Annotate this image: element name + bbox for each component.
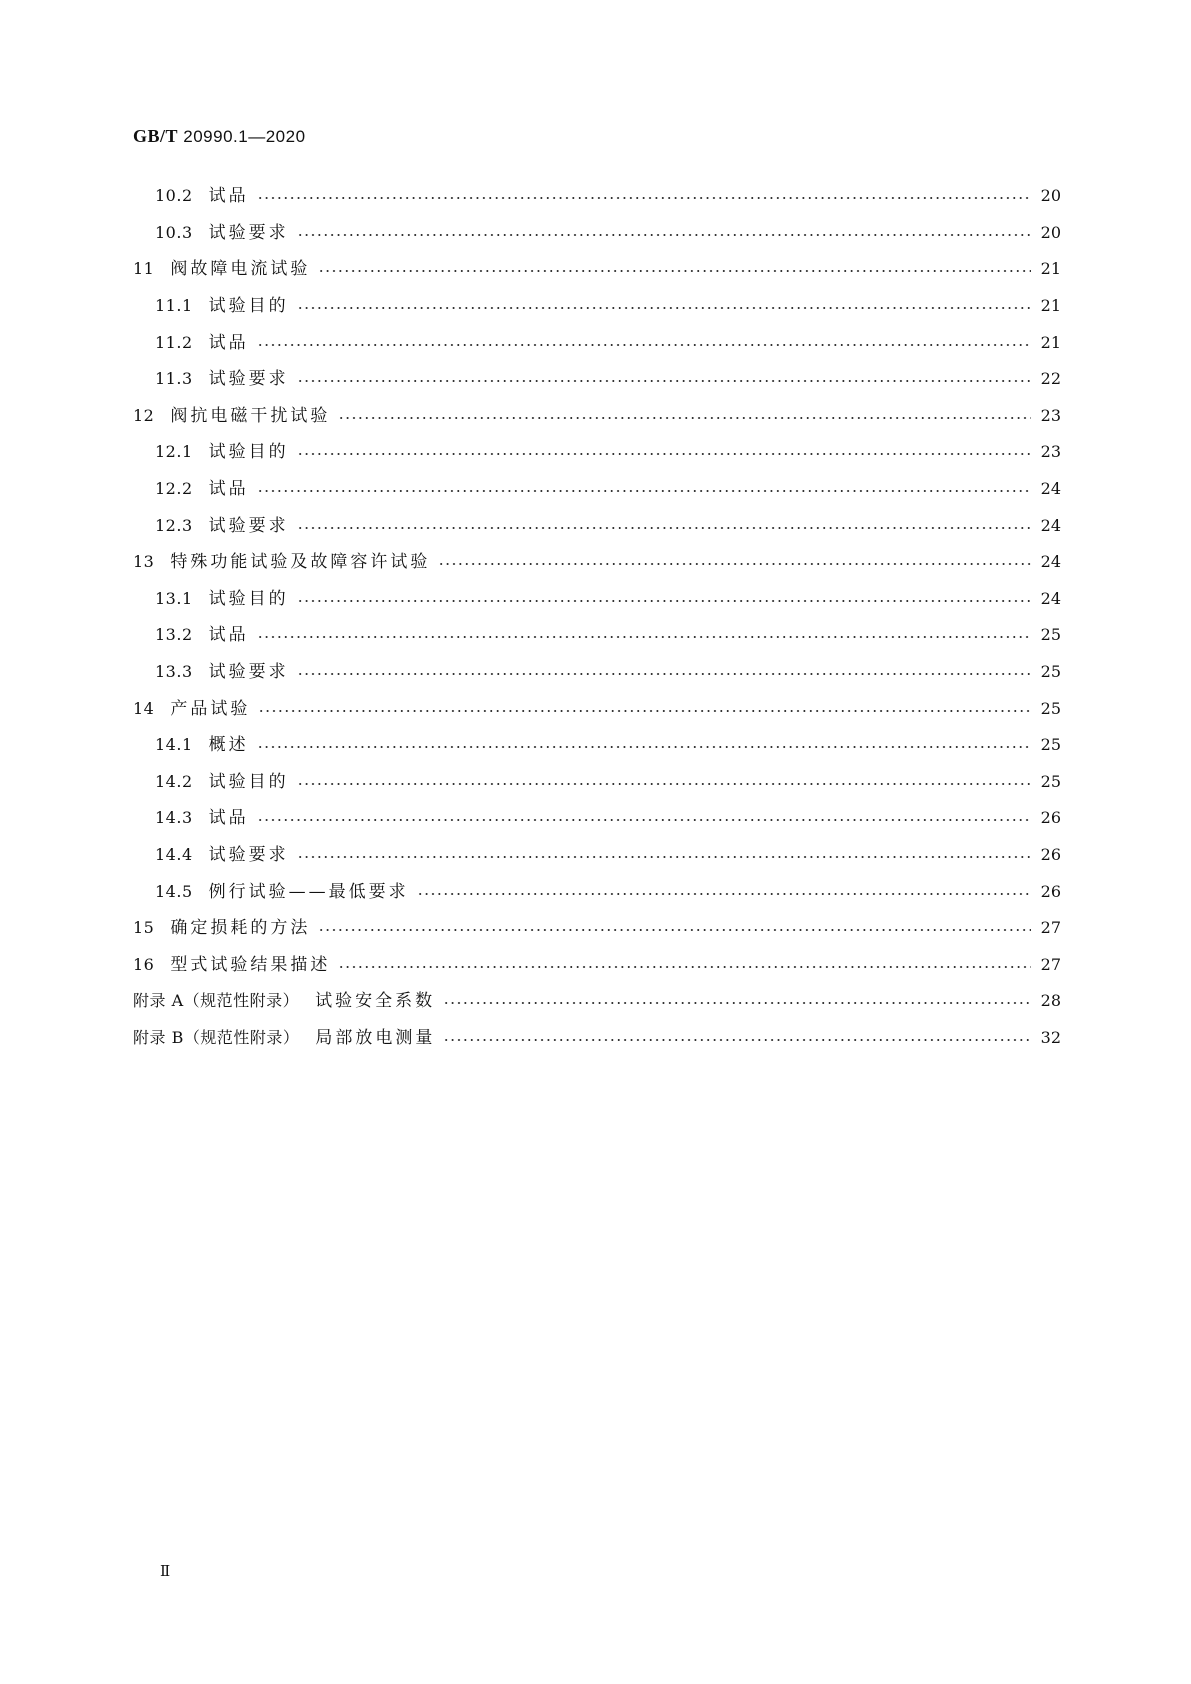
toc-dot-leader: [438, 563, 1031, 565]
toc-entry-number: 附录 A（规范性附录）: [133, 991, 300, 1011]
toc-dot-leader: [297, 783, 1031, 785]
toc-entry-number: 14.4: [155, 844, 193, 864]
toc-entry-title: 试品: [208, 625, 249, 646]
toc-entry-number: 11.2: [155, 332, 193, 352]
toc-entry-page: 25: [1040, 698, 1061, 718]
toc-entry-title: 试品: [208, 186, 249, 207]
toc-dot-leader: [297, 856, 1031, 858]
toc-entry[interactable]: [133, 837, 1061, 874]
toc-dot-leader: [297, 307, 1031, 309]
toc-entry-title: 试验要求: [208, 662, 289, 683]
toc-entry-page: 25: [1040, 625, 1061, 645]
toc-entry-title: 试验要求: [208, 222, 289, 243]
toc-entry-number: 11.3: [155, 369, 193, 389]
toc-entry[interactable]: [133, 581, 1061, 618]
toc-entry[interactable]: [133, 434, 1061, 471]
toc-entry[interactable]: [133, 1020, 1061, 1057]
toc-entry-page: 25: [1040, 662, 1061, 682]
toc-entry-page: 32: [1040, 1027, 1061, 1047]
page-number: Ⅱ: [160, 1562, 170, 1580]
toc-dot-leader: [257, 746, 1031, 748]
toc-entry[interactable]: [133, 800, 1061, 837]
toc-entry-page: 26: [1040, 881, 1061, 901]
toc-entry-page: 20: [1040, 186, 1061, 206]
toc-entry-page: 23: [1040, 405, 1061, 425]
toc-entry-page: 27: [1040, 918, 1061, 938]
toc-entry-number: 13.1: [155, 588, 193, 608]
toc-entry-number: 12.2: [155, 479, 193, 499]
toc-entry-number: 14.5: [155, 881, 193, 901]
toc-entry-page: 24: [1040, 552, 1061, 572]
toc-entry-number: 13.2: [155, 625, 193, 645]
toc-entry-number: 15: [133, 918, 155, 938]
toc-dot-leader: [318, 270, 1031, 272]
toc-entry-title: 确定损耗的方法: [170, 918, 311, 939]
toc-entry[interactable]: [133, 324, 1061, 361]
toc-entry-title: 试验要求: [208, 369, 289, 390]
toc-entry[interactable]: [133, 910, 1061, 947]
toc-entry-title: 阀故障电流试验: [170, 259, 311, 280]
toc-dot-leader: [318, 929, 1031, 931]
toc-entry-number: 14: [133, 698, 155, 718]
toc-entry-page: 28: [1040, 991, 1061, 1011]
toc-entry-number: 16: [133, 954, 155, 974]
toc-dot-leader: [297, 234, 1031, 236]
toc-entry[interactable]: [133, 690, 1061, 727]
toc-entry[interactable]: [133, 727, 1061, 764]
toc-entry-title: 试验目的: [208, 771, 289, 792]
toc-dot-leader: [257, 344, 1031, 346]
toc-entry-page: 21: [1040, 332, 1061, 352]
toc-entry[interactable]: [133, 288, 1061, 325]
toc-entry-number: 12: [133, 405, 155, 425]
toc-dot-leader: [257, 197, 1031, 199]
toc-entry-page: 26: [1040, 844, 1061, 864]
toc-dot-leader: [338, 417, 1031, 419]
toc-entry[interactable]: [133, 983, 1061, 1020]
toc-entry-title: 试品: [208, 332, 249, 353]
toc-dot-leader: [257, 490, 1031, 492]
toc-entry[interactable]: [133, 398, 1061, 435]
toc-entry[interactable]: [133, 764, 1061, 801]
table-of-contents: [133, 178, 1061, 1056]
toc-entry[interactable]: [133, 946, 1061, 983]
toc-dot-leader: [417, 893, 1031, 895]
toc-entry-number: 13.3: [155, 662, 193, 682]
standard-number: 20990.1—2020: [183, 127, 306, 146]
toc-entry-title: 试验目的: [208, 296, 289, 317]
toc-entry-title: 试验要求: [208, 844, 289, 865]
toc-entry-number: 附录 B（规范性附录）: [133, 1027, 300, 1047]
toc-entry-number: 13: [133, 552, 155, 572]
toc-dot-leader: [443, 1039, 1031, 1041]
toc-dot-leader: [257, 819, 1031, 821]
toc-entry[interactable]: [133, 178, 1061, 215]
toc-entry-number: 10.3: [155, 222, 193, 242]
toc-entry[interactable]: [133, 215, 1061, 252]
toc-dot-leader: [297, 673, 1031, 675]
toc-entry-title: 试验目的: [208, 588, 289, 609]
toc-dot-leader: [338, 966, 1031, 968]
toc-entry-title: 特殊功能试验及故障容许试验: [170, 552, 431, 573]
toc-dot-leader: [297, 527, 1031, 529]
toc-entry-page: 22: [1040, 369, 1061, 389]
toc-entry[interactable]: [133, 251, 1061, 288]
toc-entry-number: 14.1: [155, 735, 193, 755]
toc-entry-page: 20: [1040, 222, 1061, 242]
toc-entry-title: 试品: [208, 479, 249, 500]
toc-entry-number: 12.3: [155, 515, 193, 535]
toc-entry[interactable]: [133, 471, 1061, 508]
toc-dot-leader: [297, 600, 1031, 602]
toc-dot-leader: [258, 710, 1031, 712]
toc-entry[interactable]: [133, 873, 1061, 910]
toc-entry-page: 24: [1040, 479, 1061, 499]
toc-dot-leader: [443, 1002, 1031, 1004]
toc-entry-number: 14.2: [155, 771, 193, 791]
toc-entry-number: 12.1: [155, 442, 193, 462]
toc-entry-number: 11: [133, 259, 155, 279]
toc-entry-page: 21: [1040, 296, 1061, 316]
toc-entry-title: 型式试验结果描述: [170, 954, 331, 975]
toc-entry-page: 26: [1040, 808, 1061, 828]
toc-entry-page: 24: [1040, 588, 1061, 608]
toc-entry[interactable]: [133, 507, 1061, 544]
toc-entry-number: 10.2: [155, 186, 193, 206]
toc-entry-title: 例行试验——最低要求: [208, 881, 409, 902]
toc-entry-title: 试验目的: [208, 442, 289, 463]
document-header: [133, 126, 306, 147]
toc-entry-title: 试验安全系数: [315, 991, 436, 1012]
toc-dot-leader: [297, 453, 1031, 455]
toc-entry-number: 11.1: [155, 296, 193, 316]
toc-entry-page: 23: [1040, 442, 1061, 462]
toc-entry-title: 阀抗电磁干扰试验: [170, 405, 331, 426]
toc-entry-page: 21: [1040, 259, 1061, 279]
toc-entry[interactable]: [133, 654, 1061, 691]
toc-entry[interactable]: [133, 617, 1061, 654]
standard-prefix: GB/T: [133, 126, 179, 146]
toc-entry-title: 试品: [208, 808, 249, 829]
toc-entry-title: 概述: [208, 735, 249, 756]
toc-dot-leader: [257, 636, 1031, 638]
toc-entry[interactable]: [133, 361, 1061, 398]
toc-entry-title: 试验要求: [208, 515, 289, 536]
toc-entry-title: 局部放电测量: [315, 1027, 436, 1048]
toc-entry[interactable]: [133, 544, 1061, 581]
toc-entry-page: 27: [1040, 954, 1061, 974]
toc-entry-title: 产品试验: [170, 698, 251, 719]
toc-entry-page: 24: [1040, 515, 1061, 535]
toc-entry-page: 25: [1040, 771, 1061, 791]
toc-entry-number: 14.3: [155, 808, 193, 828]
toc-entry-page: 25: [1040, 735, 1061, 755]
toc-dot-leader: [297, 380, 1031, 382]
